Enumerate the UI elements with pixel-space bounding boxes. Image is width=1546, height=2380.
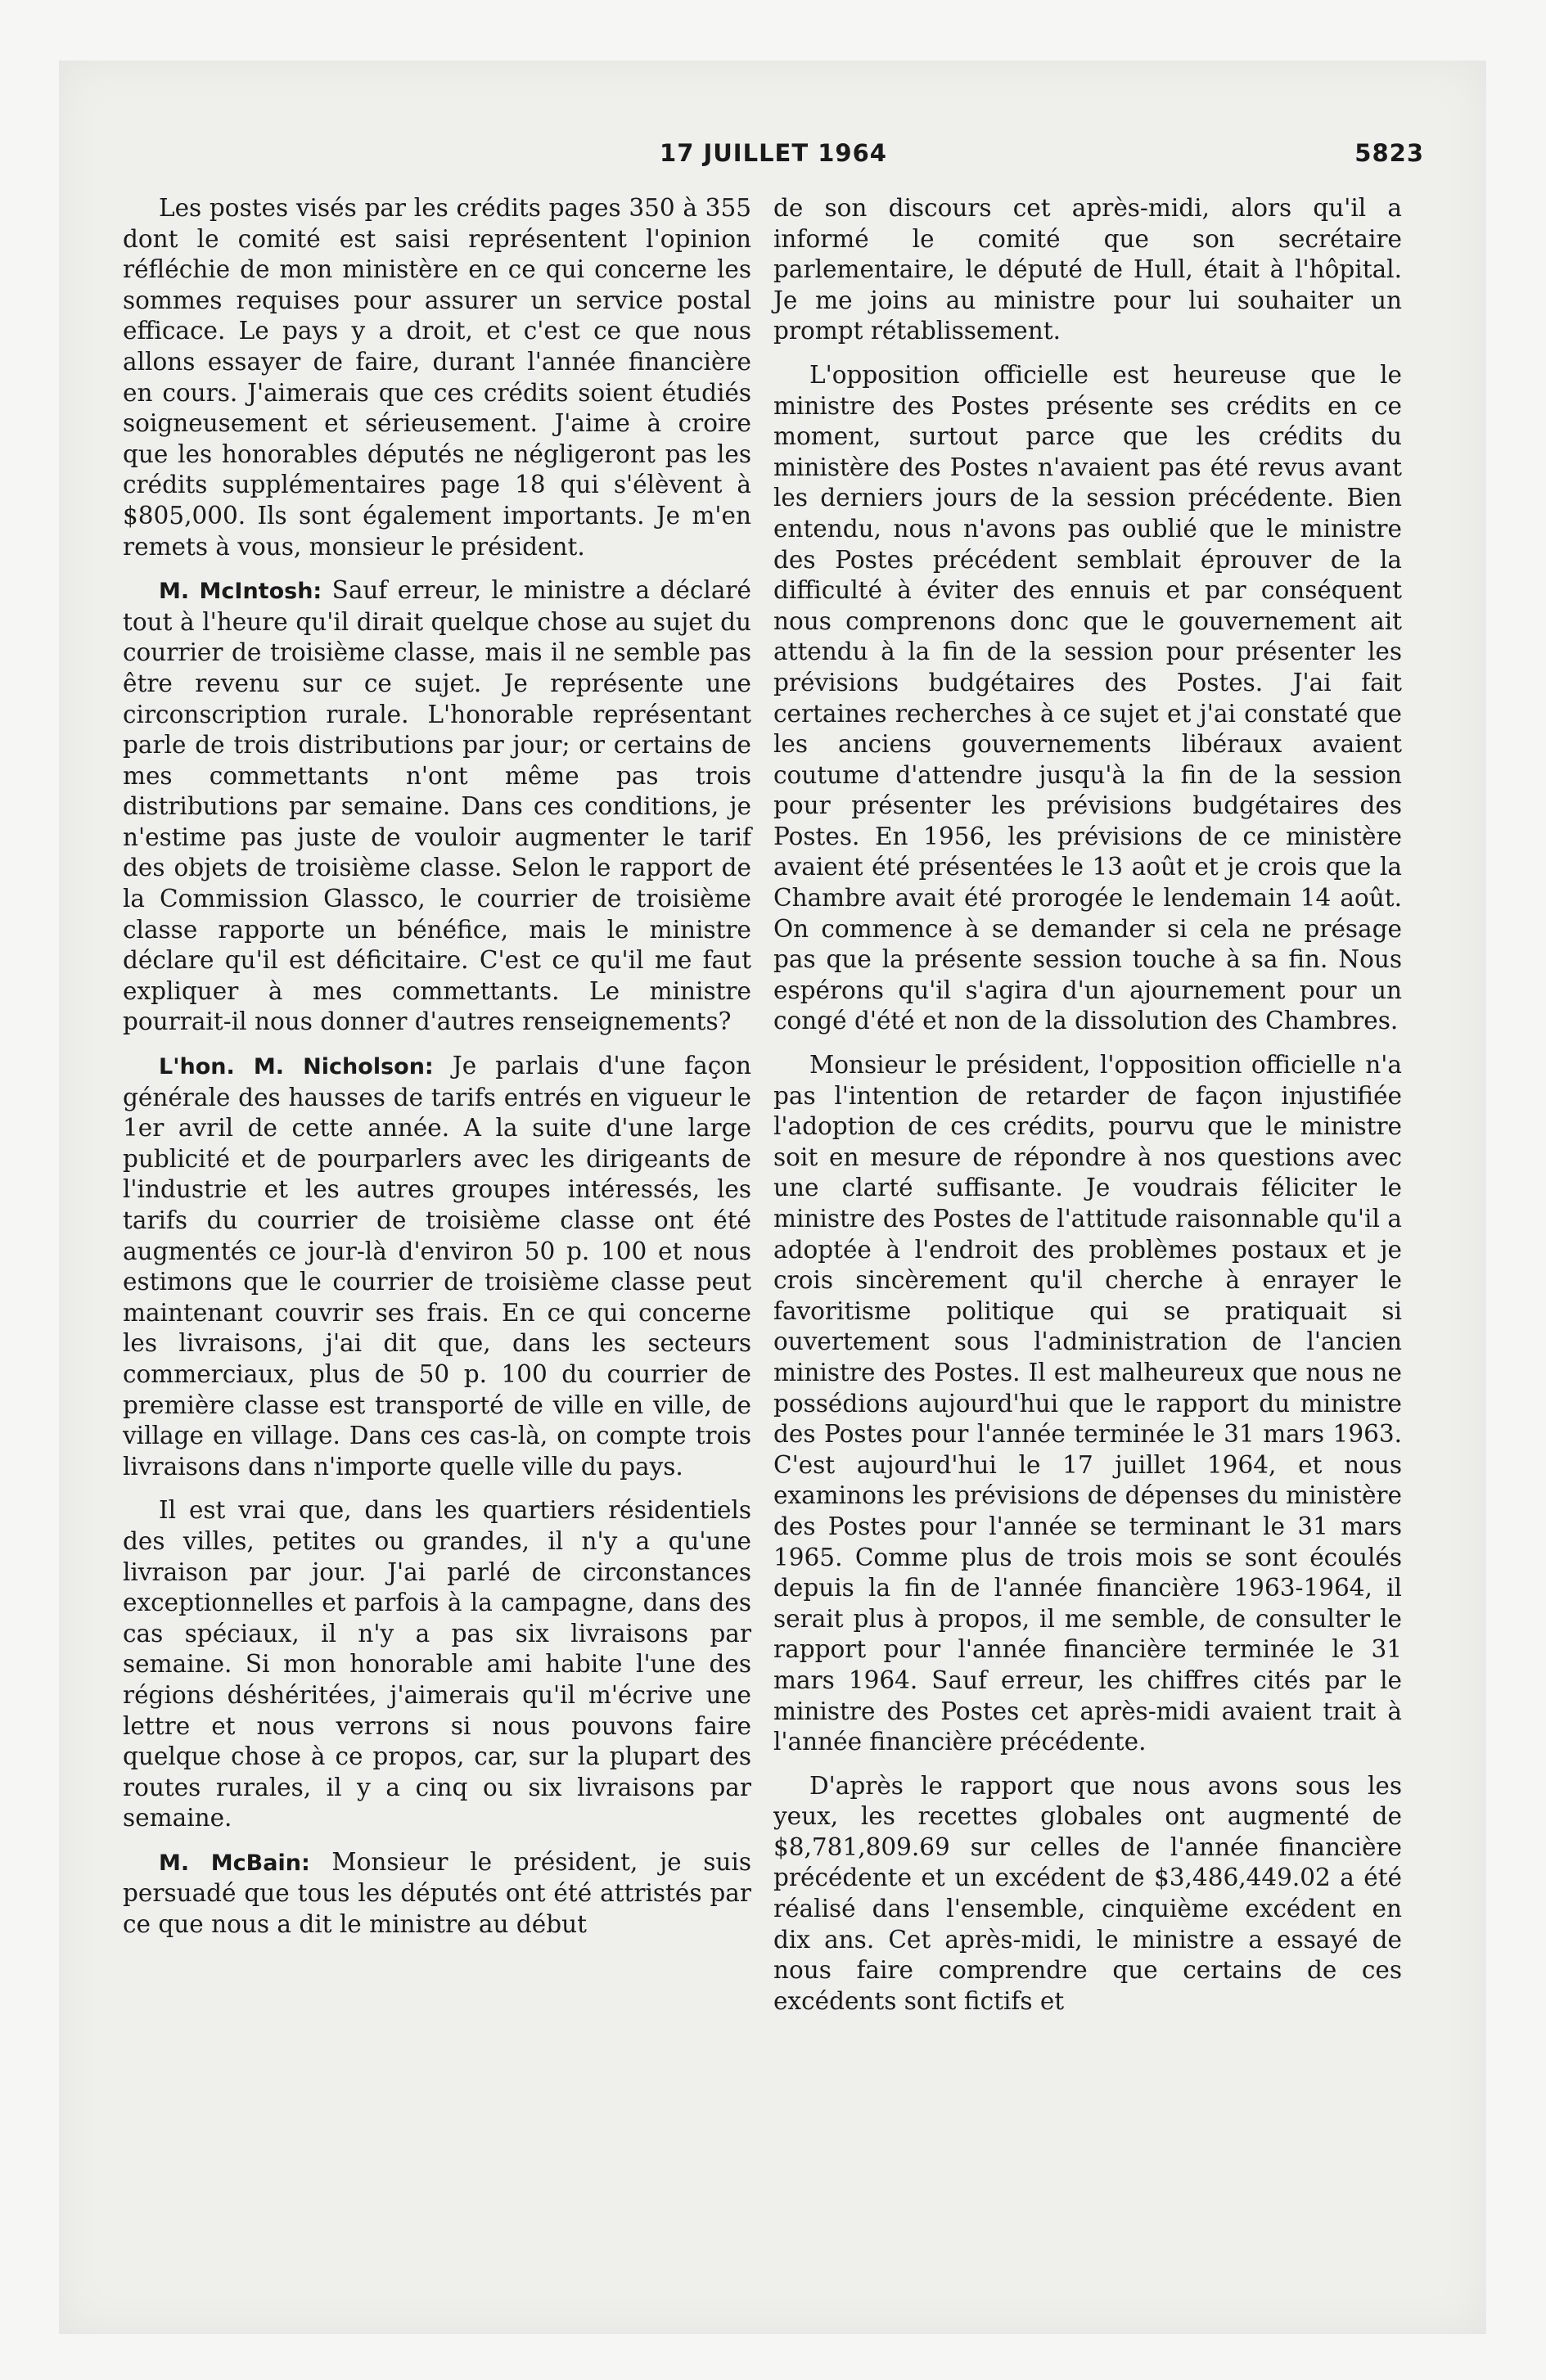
paragraph: de son discours cet après-midi, alors qu'il a informé le comité que son secrétaire parlementaire, le député de Hull, était à l'hôpital. Je me joins au ministre pour lui souhaiter un prompt rétablissement. (773, 194, 1402, 345)
page-number: 5823 (1354, 139, 1424, 167)
header-date: 17 JUILLET 1964 (660, 139, 887, 167)
paragraph: Les postes visés par les crédits pages 350 à 355 dont le comité est saisi représentent l'opinion réfléchie de mon ministère en ce qui concerne les sommes requises pour assurer un service postal efficace. Le pays y a droit, et c'est ce que nous allons essayer de faire, durant l'année financière en cours. J'aimerais que ces crédits soient étudiés soigneusement et sérieusement. J'aime à croire que les honorables députés ne négligeront pas les crédits supplémentaires page 18 qui s'élèvent à $805,000. Ils sont également importants. Je m'en remets à vous, monsieur le président. (123, 194, 751, 561)
speaker-name: M. McIntosh: (159, 579, 322, 605)
speech-text: Je parlais d'une façon générale des hausses de tarifs entrés en vigueur le 1er avril de cette année. A la suite d'une large publicité et de pourparlers avec les dirigeants de l'industrie et les autres groupes intéressés, les tarifs du courrier de troisième classe ont été augmentés ce jour-là d'environ 50 p. 100 et nous estimons que le courrier de troisième classe peut maintenant couvrir ses frais. En ce qui concerne les livraisons, j'ai dit que, dans les secteurs commerciaux, plus de 50 p. 100 du courrier de première classe est transporté de ville en ville, de village en village. Dans ces cas-là, on compte trois livraisons dans n'importe quelle ville du pays. (123, 1052, 752, 1481)
paragraph (123, 575, 751, 1038)
paragraph: Il est vrai que, dans les quartiers résidentiels des villes, petites ou grandes, il n'y a qu'une livraison par jour. J'ai parlé de circonstances exceptionnelles et parfois à la campagne, dans des cas spéciaux, il n'y a pas six livraisons par semaine. Si mon honorable ami habite l'une des régions déshéritées, j'aimerais qu'il m'écrive une lettre et nous verrons si nous pouvons faire quelque chose à ce propos, car, sur la plupart des routes rurales, il y a cinq ou six livraisons par semaine. (123, 1496, 751, 1832)
paragraph: D'après le rapport que nous avons sous les yeux, les recettes globales ont augmenté de $8,781,809.69 sur celles de l'année financière précédente et un excédent de $3,486,449.02 a été réalisé dans l'ensemble, cinquième excédent en dix ans. Cet après-midi, le ministre a essayé de nous faire comprendre que certains de ces excédents sont fictifs et (773, 1771, 1402, 2015)
speaker-name: M. McBain: (159, 1850, 310, 1876)
left-column (123, 193, 751, 1954)
paragraph: Monsieur le président, l'opposition officielle n'a pas l'intention de retarder de façon injustifiée l'adoption de ces crédits, pourvu que le ministre soit en mesure de répondre à nos questions avec une clarté suffisante. Je voudrais féliciter le ministre des Postes de l'attitude raisonnable qu'il a adoptée à l'endroit des problèmes postaux et je crois sincèrement qu'il cherche à enrayer le favoritisme politique qui se pratiquait si ouvertement sous l'administration de l'ancien ministre des Postes. Il est malheureux que nous ne possédions aujourd'hui que le rapport du ministre des Postes pour l'année terminée le 31 mars 1963. C'est aujourd'hui le 17 juillet 1964, et nous examinons les prévisions de dépenses du ministère des Postes pour l'année se terminant le 31 mars 1965. Comme plus de trois mois se sont écoulés depuis la fin de l'année financière 1963-1964, il serait plus à propos, il me semble, de consulter le rapport pour l'année financière terminée le 31 mars 1964. Sauf erreur, les chiffres cités par le ministre des Postes cet après-midi avaient trait à l'année financière précédente. (773, 1051, 1402, 1756)
page-header (123, 139, 1424, 172)
speech-text: Sauf erreur, le ministre a déclaré tout à l'heure qu'il dirait quelque chose au sujet du courrier de troisième classe, mais il ne semble pas être revenu sur ce sujet. Je représente une circonscription rurale. L'honorable représentant parle de trois distributions par jour; or certains de mes commettants n'ont même pas trois distributions par semaine. Dans ces conditions, je n'estime pas juste de vouloir augmenter le tarif des objets de troisième classe. Selon le rapport de la Commission Glassco, le courrier de troisième classe rapporte un bénéfice, mais le ministre déclare qu'il est déficitaire. C'est ce qu'il me faut expliquer à mes commettants. Le ministre pourrait-il nous donner d'autres renseignements? (123, 576, 751, 1036)
speech-text: Monsieur le président, je suis persuadé que tous les députés ont été attristés par ce que nous a dit le ministre au début (123, 1847, 751, 1939)
paragraph: L'opposition officielle est heureuse que le ministre des Postes présente ses crédits en ce moment, surtout parce que les crédits du ministère des Postes n'avaient pas été revus avant les derniers jours de la session précédente. Bien entendu, nous n'avons pas oublié que le ministre des Postes précédent semblait éprouver de la difficulté à éviter des ennuis et par conséquent nous comprenons donc que le gouvernement ait attendu à la fin de la session pour présenter les prévisions budgétaires des Postes. J'ai fait certaines recherches à ce sujet et j'ai constaté que les anciens gouvernements libéraux avaient coutume d'attendre jusqu'à la fin de la session pour présenter les prévisions budgétaires des Postes. En 1956, les prévisions de ce ministère avaient été présentées le 13 août et je crois que la Chambre avait été prorogée le lendemain 14 août. On commence à se demander si cela ne présage pas que la présente session touche à sa fin. Nous espérons qu'il s'agira d'un ajournement pour un congé d'été et non de la dissolution des Chambres. (773, 360, 1402, 1035)
paragraph (123, 1847, 751, 1941)
speaker-name: L'hon. M. Nicholson: (159, 1054, 434, 1080)
right-column (773, 193, 1402, 2030)
paragraph (123, 1051, 751, 1482)
